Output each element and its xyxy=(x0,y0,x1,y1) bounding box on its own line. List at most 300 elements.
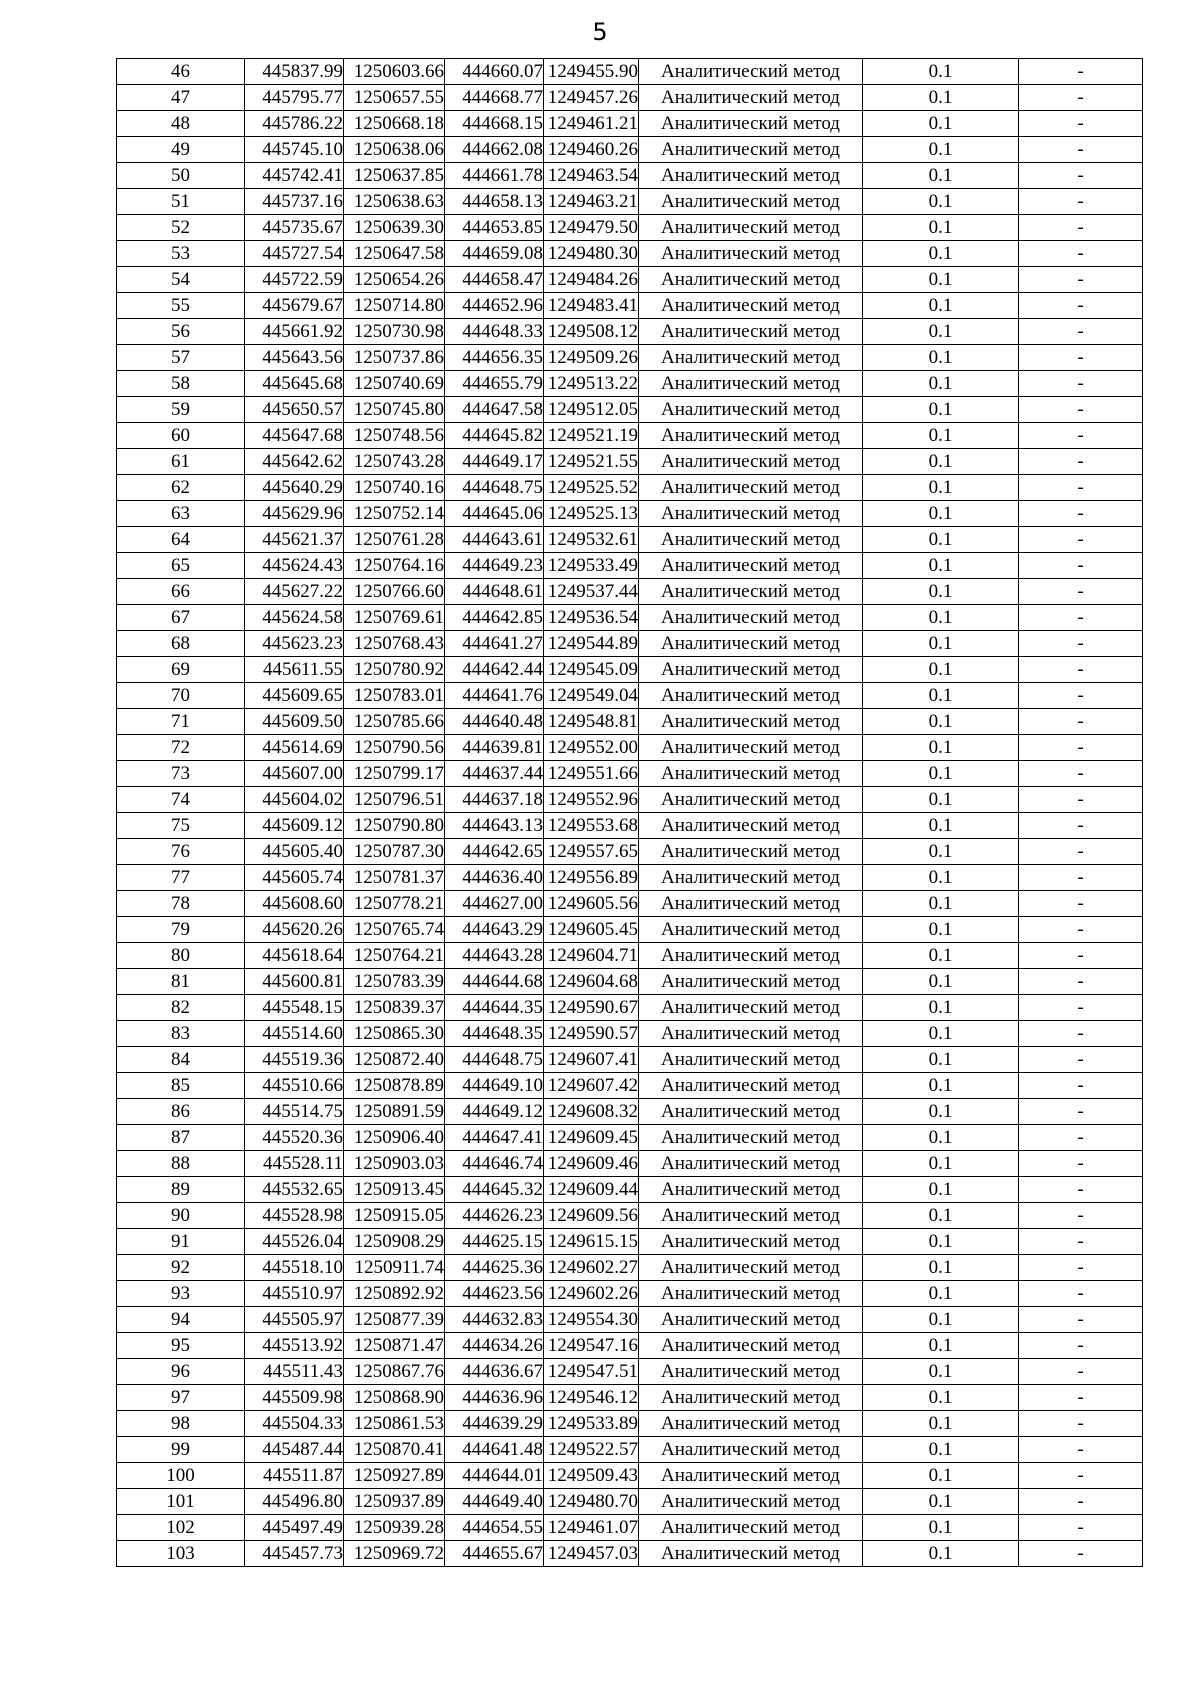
y1-coordinate-cell: 1250937.89 xyxy=(344,1489,445,1515)
x2-coordinate-cell: 444643.28 xyxy=(445,943,544,969)
y2-coordinate-cell: 1249609.44 xyxy=(544,1177,639,1203)
x2-coordinate-cell: 444646.74 xyxy=(445,1151,544,1177)
y1-coordinate-cell: 1250872.40 xyxy=(344,1047,445,1073)
method-cell: Аналитический метод xyxy=(639,1385,863,1411)
accuracy-cell: 0.1 xyxy=(863,59,1019,85)
table-row xyxy=(117,917,1143,943)
table-row xyxy=(117,111,1143,137)
x1-coordinate-cell: 445511.87 xyxy=(245,1463,344,1489)
table-row xyxy=(117,1385,1143,1411)
x1-coordinate-cell: 445837.99 xyxy=(245,59,344,85)
note-cell: - xyxy=(1019,631,1143,657)
x1-coordinate-cell: 445745.10 xyxy=(245,137,344,163)
table-row xyxy=(117,709,1143,735)
point-number-cell: 71 xyxy=(117,709,245,735)
accuracy-cell: 0.1 xyxy=(863,1359,1019,1385)
accuracy-cell: 0.1 xyxy=(863,683,1019,709)
note-cell: - xyxy=(1019,579,1143,605)
x1-coordinate-cell: 445795.77 xyxy=(245,85,344,111)
x1-coordinate-cell: 445505.97 xyxy=(245,1307,344,1333)
method-cell: Аналитический метод xyxy=(639,111,863,137)
method-cell: Аналитический метод xyxy=(639,891,863,917)
accuracy-cell: 0.1 xyxy=(863,1385,1019,1411)
table-row xyxy=(117,423,1143,449)
accuracy-cell: 0.1 xyxy=(863,1255,1019,1281)
table-row xyxy=(117,1255,1143,1281)
method-cell: Аналитический метод xyxy=(639,1307,863,1333)
x2-coordinate-cell: 444627.00 xyxy=(445,891,544,917)
method-cell: Аналитический метод xyxy=(639,267,863,293)
y1-coordinate-cell: 1250752.14 xyxy=(344,501,445,527)
method-cell: Аналитический метод xyxy=(639,735,863,761)
table-row xyxy=(117,1515,1143,1541)
x1-coordinate-cell: 445640.29 xyxy=(245,475,344,501)
y1-coordinate-cell: 1250870.41 xyxy=(344,1437,445,1463)
x1-coordinate-cell: 445605.40 xyxy=(245,839,344,865)
y1-coordinate-cell: 1250764.16 xyxy=(344,553,445,579)
note-cell: - xyxy=(1019,267,1143,293)
x2-coordinate-cell: 444643.13 xyxy=(445,813,544,839)
y1-coordinate-cell: 1250668.18 xyxy=(344,111,445,137)
accuracy-cell: 0.1 xyxy=(863,293,1019,319)
y1-coordinate-cell: 1250781.37 xyxy=(344,865,445,891)
method-cell: Аналитический метод xyxy=(639,761,863,787)
note-cell: - xyxy=(1019,1359,1143,1385)
y1-coordinate-cell: 1250787.30 xyxy=(344,839,445,865)
x1-coordinate-cell: 445608.60 xyxy=(245,891,344,917)
x2-coordinate-cell: 444662.08 xyxy=(445,137,544,163)
y1-coordinate-cell: 1250737.86 xyxy=(344,345,445,371)
x1-coordinate-cell: 445786.22 xyxy=(245,111,344,137)
x1-coordinate-cell: 445528.98 xyxy=(245,1203,344,1229)
method-cell: Аналитический метод xyxy=(639,995,863,1021)
table-body xyxy=(117,59,1143,1567)
note-cell: - xyxy=(1019,995,1143,1021)
accuracy-cell: 0.1 xyxy=(863,1073,1019,1099)
table-row xyxy=(117,865,1143,891)
accuracy-cell: 0.1 xyxy=(863,267,1019,293)
note-cell: - xyxy=(1019,1463,1143,1489)
point-number-cell: 50 xyxy=(117,163,245,189)
note-cell: - xyxy=(1019,59,1143,85)
method-cell: Аналитический метод xyxy=(639,59,863,85)
y2-coordinate-cell: 1249533.89 xyxy=(544,1411,639,1437)
table-row xyxy=(117,1047,1143,1073)
point-number-cell: 81 xyxy=(117,969,245,995)
x2-coordinate-cell: 444634.26 xyxy=(445,1333,544,1359)
table-row xyxy=(117,1437,1143,1463)
x2-coordinate-cell: 444625.36 xyxy=(445,1255,544,1281)
note-cell: - xyxy=(1019,1489,1143,1515)
x1-coordinate-cell: 445679.67 xyxy=(245,293,344,319)
x1-coordinate-cell: 445520.36 xyxy=(245,1125,344,1151)
x2-coordinate-cell: 444661.78 xyxy=(445,163,544,189)
y1-coordinate-cell: 1250790.80 xyxy=(344,813,445,839)
accuracy-cell: 0.1 xyxy=(863,371,1019,397)
y1-coordinate-cell: 1250764.21 xyxy=(344,943,445,969)
y2-coordinate-cell: 1249509.26 xyxy=(544,345,639,371)
table-row xyxy=(117,1021,1143,1047)
y2-coordinate-cell: 1249525.13 xyxy=(544,501,639,527)
y2-coordinate-cell: 1249607.41 xyxy=(544,1047,639,1073)
accuracy-cell: 0.1 xyxy=(863,423,1019,449)
point-number-cell: 65 xyxy=(117,553,245,579)
point-number-cell: 54 xyxy=(117,267,245,293)
y1-coordinate-cell: 1250799.17 xyxy=(344,761,445,787)
x1-coordinate-cell: 445643.56 xyxy=(245,345,344,371)
method-cell: Аналитический метод xyxy=(639,345,863,371)
note-cell: - xyxy=(1019,891,1143,917)
x1-coordinate-cell: 445604.02 xyxy=(245,787,344,813)
accuracy-cell: 0.1 xyxy=(863,631,1019,657)
point-number-cell: 52 xyxy=(117,215,245,241)
y2-coordinate-cell: 1249554.30 xyxy=(544,1307,639,1333)
x1-coordinate-cell: 445497.49 xyxy=(245,1515,344,1541)
y2-coordinate-cell: 1249480.30 xyxy=(544,241,639,267)
x2-coordinate-cell: 444642.85 xyxy=(445,605,544,631)
x1-coordinate-cell: 445532.65 xyxy=(245,1177,344,1203)
x1-coordinate-cell: 445735.67 xyxy=(245,215,344,241)
y2-coordinate-cell: 1249457.03 xyxy=(544,1541,639,1567)
method-cell: Аналитический метод xyxy=(639,449,863,475)
method-cell: Аналитический метод xyxy=(639,163,863,189)
accuracy-cell: 0.1 xyxy=(863,891,1019,917)
accuracy-cell: 0.1 xyxy=(863,319,1019,345)
table-row xyxy=(117,371,1143,397)
x1-coordinate-cell: 445548.15 xyxy=(245,995,344,1021)
point-number-cell: 67 xyxy=(117,605,245,631)
y2-coordinate-cell: 1249533.49 xyxy=(544,553,639,579)
method-cell: Аналитический метод xyxy=(639,293,863,319)
point-number-cell: 79 xyxy=(117,917,245,943)
x2-coordinate-cell: 444648.35 xyxy=(445,1021,544,1047)
note-cell: - xyxy=(1019,1099,1143,1125)
point-number-cell: 93 xyxy=(117,1281,245,1307)
method-cell: Аналитический метод xyxy=(639,189,863,215)
y2-coordinate-cell: 1249463.54 xyxy=(544,163,639,189)
y2-coordinate-cell: 1249590.67 xyxy=(544,995,639,1021)
x2-coordinate-cell: 444636.96 xyxy=(445,1385,544,1411)
point-number-cell: 77 xyxy=(117,865,245,891)
note-cell: - xyxy=(1019,85,1143,111)
table-row xyxy=(117,1489,1143,1515)
point-number-cell: 92 xyxy=(117,1255,245,1281)
point-number-cell: 89 xyxy=(117,1177,245,1203)
x1-coordinate-cell: 445642.62 xyxy=(245,449,344,475)
x1-coordinate-cell: 445605.74 xyxy=(245,865,344,891)
x2-coordinate-cell: 444648.33 xyxy=(445,319,544,345)
x1-coordinate-cell: 445518.10 xyxy=(245,1255,344,1281)
y2-coordinate-cell: 1249609.56 xyxy=(544,1203,639,1229)
table-row xyxy=(117,449,1143,475)
method-cell: Аналитический метод xyxy=(639,1359,863,1385)
accuracy-cell: 0.1 xyxy=(863,527,1019,553)
accuracy-cell: 0.1 xyxy=(863,969,1019,995)
y1-coordinate-cell: 1250868.90 xyxy=(344,1385,445,1411)
accuracy-cell: 0.1 xyxy=(863,241,1019,267)
table-row xyxy=(117,579,1143,605)
method-cell: Аналитический метод xyxy=(639,917,863,943)
x2-coordinate-cell: 444644.01 xyxy=(445,1463,544,1489)
point-number-cell: 94 xyxy=(117,1307,245,1333)
x1-coordinate-cell: 445627.22 xyxy=(245,579,344,605)
method-cell: Аналитический метод xyxy=(639,371,863,397)
y2-coordinate-cell: 1249483.41 xyxy=(544,293,639,319)
note-cell: - xyxy=(1019,1307,1143,1333)
x1-coordinate-cell: 445737.16 xyxy=(245,189,344,215)
accuracy-cell: 0.1 xyxy=(863,1099,1019,1125)
x1-coordinate-cell: 445600.81 xyxy=(245,969,344,995)
point-number-cell: 63 xyxy=(117,501,245,527)
point-number-cell: 47 xyxy=(117,85,245,111)
note-cell: - xyxy=(1019,137,1143,163)
method-cell: Аналитический метод xyxy=(639,215,863,241)
method-cell: Аналитический метод xyxy=(639,1229,863,1255)
method-cell: Аналитический метод xyxy=(639,1073,863,1099)
point-number-cell: 88 xyxy=(117,1151,245,1177)
point-number-cell: 68 xyxy=(117,631,245,657)
y1-coordinate-cell: 1250778.21 xyxy=(344,891,445,917)
table-row xyxy=(117,1099,1143,1125)
x2-coordinate-cell: 444625.15 xyxy=(445,1229,544,1255)
y2-coordinate-cell: 1249479.50 xyxy=(544,215,639,241)
table-row xyxy=(117,527,1143,553)
accuracy-cell: 0.1 xyxy=(863,163,1019,189)
note-cell: - xyxy=(1019,553,1143,579)
y2-coordinate-cell: 1249536.54 xyxy=(544,605,639,631)
y2-coordinate-cell: 1249480.70 xyxy=(544,1489,639,1515)
y2-coordinate-cell: 1249605.45 xyxy=(544,917,639,943)
x2-coordinate-cell: 444655.67 xyxy=(445,1541,544,1567)
y1-coordinate-cell: 1250796.51 xyxy=(344,787,445,813)
table-row xyxy=(117,1411,1143,1437)
accuracy-cell: 0.1 xyxy=(863,1307,1019,1333)
x2-coordinate-cell: 444654.55 xyxy=(445,1515,544,1541)
note-cell: - xyxy=(1019,1177,1143,1203)
x2-coordinate-cell: 444645.82 xyxy=(445,423,544,449)
method-cell: Аналитический метод xyxy=(639,579,863,605)
y2-coordinate-cell: 1249552.00 xyxy=(544,735,639,761)
note-cell: - xyxy=(1019,865,1143,891)
y2-coordinate-cell: 1249508.12 xyxy=(544,319,639,345)
x1-coordinate-cell: 445618.64 xyxy=(245,943,344,969)
point-number-cell: 95 xyxy=(117,1333,245,1359)
point-number-cell: 87 xyxy=(117,1125,245,1151)
note-cell: - xyxy=(1019,1021,1143,1047)
point-number-cell: 51 xyxy=(117,189,245,215)
accuracy-cell: 0.1 xyxy=(863,1411,1019,1437)
x2-coordinate-cell: 444642.65 xyxy=(445,839,544,865)
table-row xyxy=(117,397,1143,423)
x1-coordinate-cell: 445647.68 xyxy=(245,423,344,449)
accuracy-cell: 0.1 xyxy=(863,735,1019,761)
point-number-cell: 91 xyxy=(117,1229,245,1255)
x2-coordinate-cell: 444653.85 xyxy=(445,215,544,241)
x1-coordinate-cell: 445645.68 xyxy=(245,371,344,397)
y2-coordinate-cell: 1249605.56 xyxy=(544,891,639,917)
point-number-cell: 84 xyxy=(117,1047,245,1073)
x2-coordinate-cell: 444645.32 xyxy=(445,1177,544,1203)
method-cell: Аналитический метод xyxy=(639,865,863,891)
x1-coordinate-cell: 445510.66 xyxy=(245,1073,344,1099)
y1-coordinate-cell: 1250766.60 xyxy=(344,579,445,605)
y1-coordinate-cell: 1250768.43 xyxy=(344,631,445,657)
accuracy-cell: 0.1 xyxy=(863,605,1019,631)
point-number-cell: 101 xyxy=(117,1489,245,1515)
y1-coordinate-cell: 1250790.56 xyxy=(344,735,445,761)
note-cell: - xyxy=(1019,1255,1143,1281)
accuracy-cell: 0.1 xyxy=(863,1229,1019,1255)
y2-coordinate-cell: 1249608.32 xyxy=(544,1099,639,1125)
x2-coordinate-cell: 444656.35 xyxy=(445,345,544,371)
accuracy-cell: 0.1 xyxy=(863,1437,1019,1463)
note-cell: - xyxy=(1019,475,1143,501)
point-number-cell: 60 xyxy=(117,423,245,449)
y1-coordinate-cell: 1250903.03 xyxy=(344,1151,445,1177)
method-cell: Аналитический метод xyxy=(639,683,863,709)
y1-coordinate-cell: 1250761.28 xyxy=(344,527,445,553)
note-cell: - xyxy=(1019,423,1143,449)
method-cell: Аналитический метод xyxy=(639,1489,863,1515)
note-cell: - xyxy=(1019,1073,1143,1099)
method-cell: Аналитический метод xyxy=(639,527,863,553)
x1-coordinate-cell: 445514.60 xyxy=(245,1021,344,1047)
y1-coordinate-cell: 1250780.92 xyxy=(344,657,445,683)
note-cell: - xyxy=(1019,683,1143,709)
x2-coordinate-cell: 444643.29 xyxy=(445,917,544,943)
note-cell: - xyxy=(1019,969,1143,995)
accuracy-cell: 0.1 xyxy=(863,1463,1019,1489)
x2-coordinate-cell: 444660.07 xyxy=(445,59,544,85)
note-cell: - xyxy=(1019,1515,1143,1541)
table-row xyxy=(117,683,1143,709)
table-row xyxy=(117,1229,1143,1255)
point-number-cell: 97 xyxy=(117,1385,245,1411)
accuracy-cell: 0.1 xyxy=(863,111,1019,137)
accuracy-cell: 0.1 xyxy=(863,813,1019,839)
page-number: 5 xyxy=(592,18,608,46)
table-row xyxy=(117,839,1143,865)
accuracy-cell: 0.1 xyxy=(863,1281,1019,1307)
note-cell: - xyxy=(1019,449,1143,475)
point-number-cell: 99 xyxy=(117,1437,245,1463)
point-number-cell: 76 xyxy=(117,839,245,865)
point-number-cell: 72 xyxy=(117,735,245,761)
accuracy-cell: 0.1 xyxy=(863,943,1019,969)
accuracy-cell: 0.1 xyxy=(863,1489,1019,1515)
point-number-cell: 62 xyxy=(117,475,245,501)
note-cell: - xyxy=(1019,1203,1143,1229)
accuracy-cell: 0.1 xyxy=(863,787,1019,813)
point-number-cell: 74 xyxy=(117,787,245,813)
point-number-cell: 85 xyxy=(117,1073,245,1099)
note-cell: - xyxy=(1019,1229,1143,1255)
point-number-cell: 59 xyxy=(117,397,245,423)
y2-coordinate-cell: 1249615.15 xyxy=(544,1229,639,1255)
accuracy-cell: 0.1 xyxy=(863,475,1019,501)
y2-coordinate-cell: 1249557.65 xyxy=(544,839,639,865)
accuracy-cell: 0.1 xyxy=(863,657,1019,683)
table-row xyxy=(117,657,1143,683)
x2-coordinate-cell: 444641.27 xyxy=(445,631,544,657)
table-row xyxy=(117,1359,1143,1385)
x1-coordinate-cell: 445609.12 xyxy=(245,813,344,839)
note-cell: - xyxy=(1019,1385,1143,1411)
table-row xyxy=(117,1541,1143,1567)
note-cell: - xyxy=(1019,787,1143,813)
accuracy-cell: 0.1 xyxy=(863,85,1019,111)
method-cell: Аналитический метод xyxy=(639,241,863,267)
x1-coordinate-cell: 445609.50 xyxy=(245,709,344,735)
table-row xyxy=(117,85,1143,111)
y2-coordinate-cell: 1249602.26 xyxy=(544,1281,639,1307)
method-cell: Аналитический метод xyxy=(639,1021,863,1047)
x1-coordinate-cell: 445624.43 xyxy=(245,553,344,579)
y1-coordinate-cell: 1250783.01 xyxy=(344,683,445,709)
y2-coordinate-cell: 1249604.68 xyxy=(544,969,639,995)
y1-coordinate-cell: 1250785.66 xyxy=(344,709,445,735)
table-row xyxy=(117,995,1143,1021)
point-number-cell: 103 xyxy=(117,1541,245,1567)
x2-coordinate-cell: 444640.48 xyxy=(445,709,544,735)
y1-coordinate-cell: 1250892.92 xyxy=(344,1281,445,1307)
y1-coordinate-cell: 1250915.05 xyxy=(344,1203,445,1229)
table-row xyxy=(117,475,1143,501)
y2-coordinate-cell: 1249512.05 xyxy=(544,397,639,423)
y1-coordinate-cell: 1250911.74 xyxy=(344,1255,445,1281)
x2-coordinate-cell: 444649.12 xyxy=(445,1099,544,1125)
point-number-cell: 98 xyxy=(117,1411,245,1437)
point-number-cell: 66 xyxy=(117,579,245,605)
y1-coordinate-cell: 1250637.85 xyxy=(344,163,445,189)
note-cell: - xyxy=(1019,813,1143,839)
method-cell: Аналитический метод xyxy=(639,553,863,579)
y1-coordinate-cell: 1250647.58 xyxy=(344,241,445,267)
accuracy-cell: 0.1 xyxy=(863,1125,1019,1151)
x1-coordinate-cell: 445607.00 xyxy=(245,761,344,787)
x2-coordinate-cell: 444644.68 xyxy=(445,969,544,995)
accuracy-cell: 0.1 xyxy=(863,449,1019,475)
x2-coordinate-cell: 444632.83 xyxy=(445,1307,544,1333)
accuracy-cell: 0.1 xyxy=(863,501,1019,527)
y2-coordinate-cell: 1249609.46 xyxy=(544,1151,639,1177)
y1-coordinate-cell: 1250908.29 xyxy=(344,1229,445,1255)
method-cell: Аналитический метод xyxy=(639,709,863,735)
y2-coordinate-cell: 1249544.89 xyxy=(544,631,639,657)
accuracy-cell: 0.1 xyxy=(863,189,1019,215)
x2-coordinate-cell: 444649.40 xyxy=(445,1489,544,1515)
method-cell: Аналитический метод xyxy=(639,969,863,995)
note-cell: - xyxy=(1019,605,1143,631)
accuracy-cell: 0.1 xyxy=(863,1021,1019,1047)
y2-coordinate-cell: 1249609.45 xyxy=(544,1125,639,1151)
method-cell: Аналитический метод xyxy=(639,85,863,111)
x2-coordinate-cell: 444647.58 xyxy=(445,397,544,423)
method-cell: Аналитический метод xyxy=(639,1177,863,1203)
point-number-cell: 55 xyxy=(117,293,245,319)
note-cell: - xyxy=(1019,1047,1143,1073)
note-cell: - xyxy=(1019,501,1143,527)
note-cell: - xyxy=(1019,735,1143,761)
x2-coordinate-cell: 444642.44 xyxy=(445,657,544,683)
method-cell: Аналитический метод xyxy=(639,787,863,813)
y1-coordinate-cell: 1250906.40 xyxy=(344,1125,445,1151)
table-row xyxy=(117,501,1143,527)
point-number-cell: 46 xyxy=(117,59,245,85)
x2-coordinate-cell: 444644.35 xyxy=(445,995,544,1021)
y2-coordinate-cell: 1249455.90 xyxy=(544,59,639,85)
y1-coordinate-cell: 1250861.53 xyxy=(344,1411,445,1437)
